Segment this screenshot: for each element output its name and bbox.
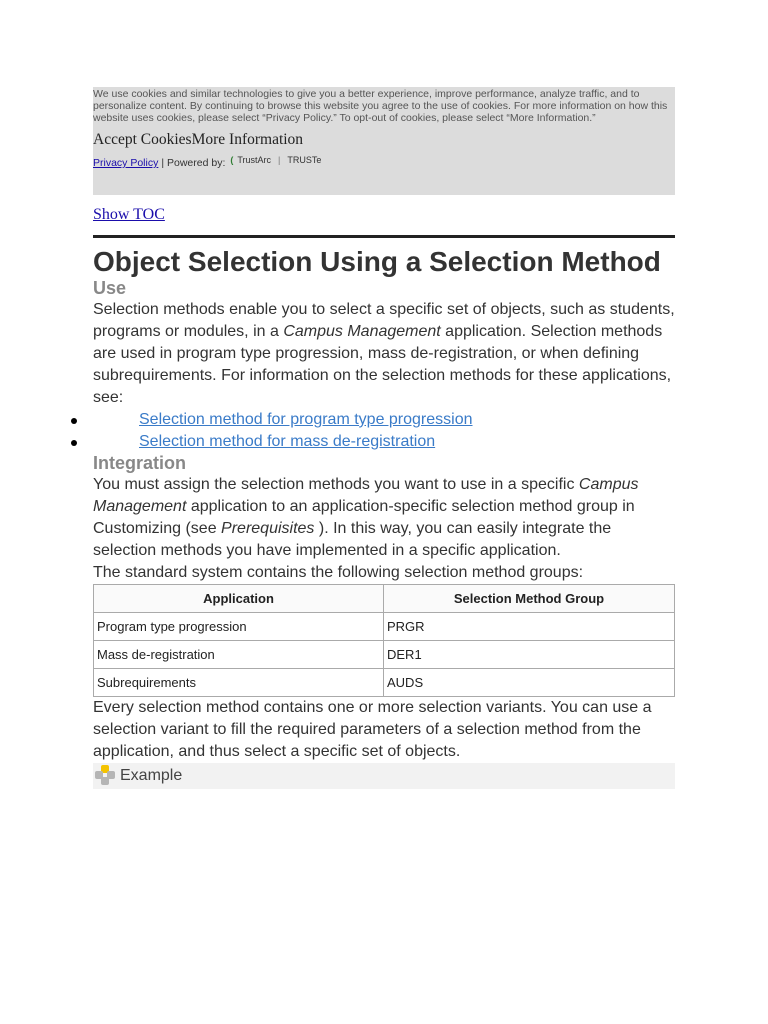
page-title: Object Selection Using a Selection Method [93,246,661,277]
table-cell: PRGR [384,613,675,641]
trustarc-label: TrustArc [237,155,272,165]
integration-text-2: application to an application-specific selection method group in Customizing (see [93,498,635,537]
cookie-actions [93,131,675,151]
bullet-icon [71,440,77,446]
table-cell: Program type progression [94,613,384,641]
link-program-type-progression[interactable]: Selection method for program type progression [139,411,473,428]
column-header-selection-method-group: Selection Method Group [384,585,675,613]
integration-paragraph [93,474,675,562]
integration-text-italic-1: Campus Management [93,476,639,515]
selection-method-links [93,409,675,453]
table-row [94,669,675,697]
link-mass-de-registration[interactable]: Selection method for mass de-registration [139,433,436,450]
table-cell: AUDS [384,669,675,697]
selection-method-groups-table [93,584,675,697]
powered-by-label: | Powered by: [161,157,226,169]
integration-text-1: You must assign the selection methods you want to use in a specific [93,476,579,493]
show-toc-link[interactable]: Show TOC [93,206,165,223]
use-text-italic: Campus Management [283,323,441,340]
use-paragraph [93,299,675,409]
use-text-1: Selection methods enable you to select a specific set of objects, such as students, programs or modules, in a [93,301,675,340]
trustarc-leaf-icon: ( [230,155,234,165]
use-heading: Use [93,278,127,298]
cookie-footer [93,157,675,169]
accept-cookies-button[interactable]: Accept Cookies [93,131,192,148]
use-text-2: application. Selection methods are used in program type progression, mass de-registration, or when defining subrequirements. For information on the selection methods for these applications, see: [93,323,672,406]
bullet-icon [71,418,77,424]
example-icon [93,765,117,787]
integration-text-italic-2: Prerequisites [221,520,315,537]
logo-divider: | [278,155,281,165]
table-cell: Mass de-registration [94,641,384,669]
list-item [93,409,675,431]
list-item [93,431,675,453]
page-content [93,87,675,789]
table-row [94,641,675,669]
integration-heading: Integration [93,453,186,473]
table-cell: Subrequirements [94,669,384,697]
example-label: Example [120,767,183,784]
more-information-button[interactable]: More Information [191,131,304,148]
cookie-notice-text: We use cookies and similar technologies to give you a better experience, improve performance, analyze traffic, and to personalize content. By continuing to browse this website you agree to the use of cookies. For more information on how this website uses cookies, please select “Privacy Policy.” To opt-out of cookies, please select “More Information.” [93,88,668,124]
privacy-policy-link[interactable]: Privacy Policy [93,157,159,169]
trustarc-logo[interactable] [230,155,321,165]
cookie-banner [93,87,675,195]
column-header-application: Application [94,585,384,613]
example-box[interactable] [93,763,675,789]
integration-text-3: ). In this way, you can easily integrate the selection methods you have implemented in a specific application. [93,520,612,559]
title-divider [93,235,675,238]
selection-variants-paragraph: Every selection method contains one or more selection variants. You can use a selection variant to fill the required parameters of a selection method from the application, and thus select a specific set of objects. [93,699,652,760]
table-header-row [94,585,675,613]
standard-groups-intro: The standard system contains the following selection method groups: [93,564,584,581]
table-cell: DER1 [384,641,675,669]
truste-label: TRUSTe [287,155,322,165]
table-row [94,613,675,641]
